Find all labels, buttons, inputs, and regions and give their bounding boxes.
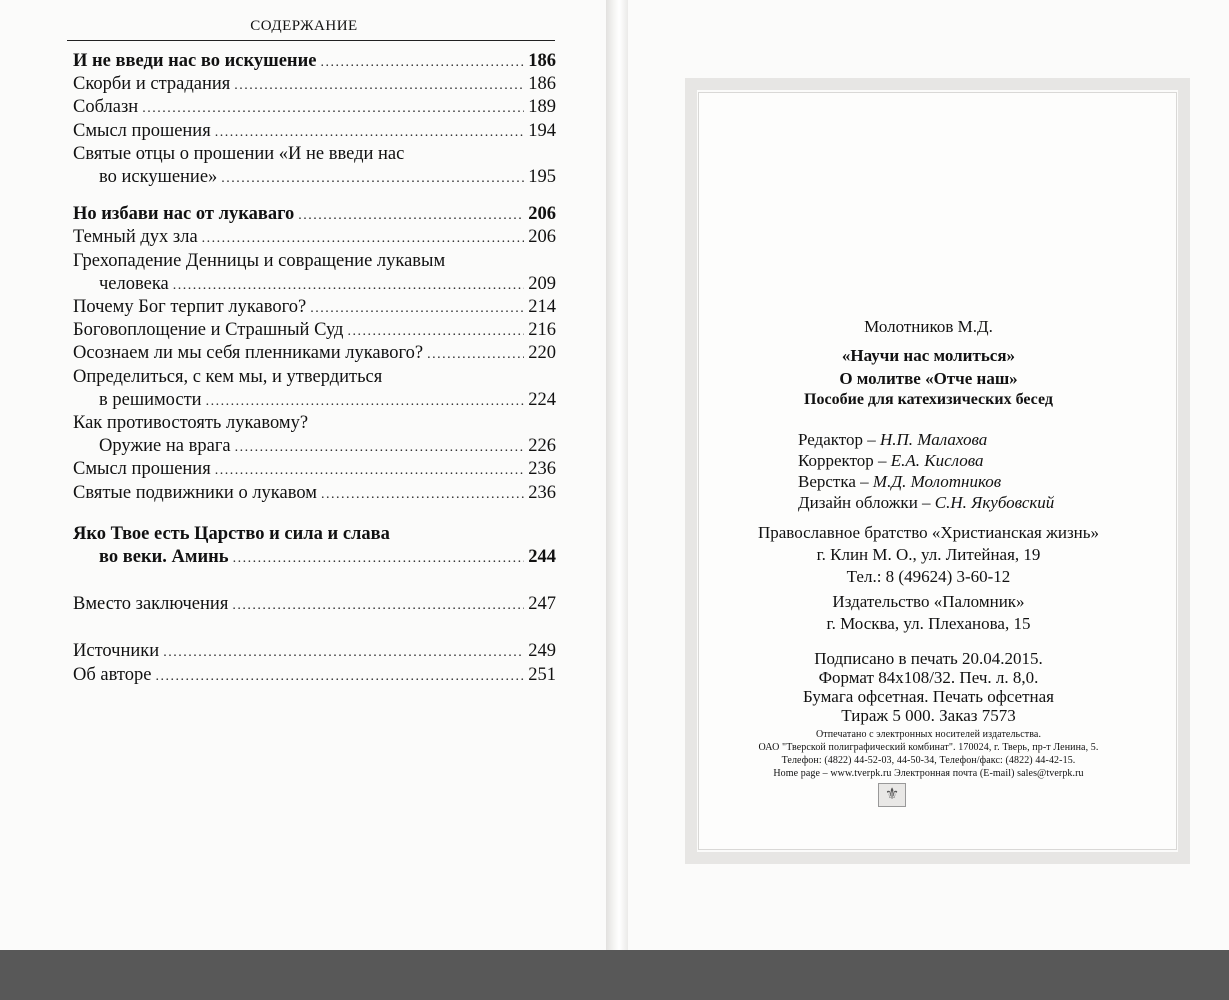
toc-entry-title: Как противостоять лукавому? <box>73 413 309 433</box>
toc-entry-title: во веки. Аминь <box>99 546 229 567</box>
toc-leader-dots <box>155 664 524 690</box>
toc-page-number: 236 <box>528 459 556 480</box>
toc-entry-title: Святые отцы о прошении «И не введи нас <box>73 143 405 164</box>
toc-leader-dots <box>232 593 524 619</box>
toc-entry-title: в решимости <box>99 389 202 410</box>
toc-entry-title: Темный дух зла <box>73 227 198 248</box>
toc-page-number: 194 <box>528 120 556 141</box>
toc-page-number: 186 <box>528 74 556 95</box>
toc-page-number: 236 <box>528 482 556 503</box>
toc-entry-title: Грехопадение Денницы и совращение лукавым <box>73 250 446 271</box>
subtitle: Пособие для катехизических бесед <box>804 391 1053 408</box>
toc-page-number: 251 <box>528 664 556 685</box>
toc-page-number: 249 <box>528 641 556 662</box>
toc-page-number: 209 <box>528 273 556 294</box>
toc-entry-title: Боговоплощение и Страшный Суд <box>73 320 344 341</box>
toc-entry-title: Но избави нас от лукаваго <box>73 204 295 225</box>
brotherhood-phone: Тел.: 8 (49624) 3-60-12 <box>846 567 1011 586</box>
publisher: Издательство «Паломник» <box>832 592 1025 611</box>
toc-leader-dots <box>321 482 524 508</box>
brotherhood: Православное братство «Христианская жизнь» <box>757 523 1100 542</box>
printer-logo-icon: ⚜ <box>878 783 906 807</box>
toc-page-number: 195 <box>528 166 556 187</box>
toc-entry-title: И не введи нас во искушение <box>73 51 317 71</box>
toc-entry-title: Святые подвижники о лукавом <box>73 482 317 503</box>
toc-leader-dots <box>233 546 525 572</box>
head-rule <box>67 40 555 41</box>
toc-entry-title: человека <box>99 273 169 294</box>
printer-line-2: ОАО "Тверской полиграфический комбинат". 170024, г. Тверь, пр-т Ленина, 5. <box>758 742 1099 753</box>
printer-line-3: Телефон: (4822) 44-52-03, 44-50-34, Телефон/факс: (4822) 44-42-15. <box>781 755 1076 766</box>
signed-to-print: Подписано в печать 20.04.2015. <box>814 649 1043 668</box>
toc-page-number: 206 <box>528 204 556 225</box>
toc-page-number: 220 <box>528 343 556 364</box>
left-page <box>0 0 608 950</box>
toc-entry-title: Оружие на врага <box>99 436 231 457</box>
toc-page-number: 186 <box>528 51 556 71</box>
toc-page-number: 189 <box>528 97 556 118</box>
toc-entry-title: Скорби и страдания <box>73 74 231 95</box>
author: Молотников М.Д. <box>864 317 993 336</box>
book-spine <box>606 0 630 950</box>
toc-entry-title: Яко Твое есть Царство и сила и слава <box>73 523 390 544</box>
toc-page-number: 224 <box>528 389 556 410</box>
toc-entry-title: Осознаем ли мы себя пленниками лукавого? <box>73 343 424 364</box>
credit-layout: Верстка – М.Д. Молотников <box>798 472 1002 491</box>
credit-proofreader: Корректор – Е.А. Кислова <box>798 451 984 470</box>
toc-page-number: 216 <box>528 320 556 341</box>
printer-line-1: Отпечатано с электронных носителей издательства. <box>815 729 1042 740</box>
toc-entry-title: Почему Бог терпит лукавого? <box>73 297 307 317</box>
right-page <box>628 0 1229 950</box>
publisher-address: г. Москва, ул. Плеханова, 15 <box>826 614 1031 633</box>
brotherhood-address: г. Клин М. О., ул. Литейная, 19 <box>816 545 1041 564</box>
toc-entry-title: Источники <box>73 641 160 662</box>
print-run: Тираж 5 000. Заказ 7573 <box>841 706 1016 725</box>
toc-page-number: 226 <box>528 436 556 457</box>
scan-background <box>0 950 1229 1000</box>
toc-entry-title: Определиться, с кем мы, и утвердиться <box>73 366 383 387</box>
toc-page-number: 244 <box>528 546 556 567</box>
toc-page-number: 247 <box>528 594 556 615</box>
toc-page-number: 206 <box>528 227 556 248</box>
credit-editor: Редактор – Н.П. Малахова <box>798 430 988 449</box>
toc-entry-title: Об авторе <box>73 664 152 685</box>
format: Формат 84х108/32. Печ. л. 8,0. <box>818 668 1039 687</box>
toc-entry-title: Вместо заключения <box>73 594 229 615</box>
toc-leader-dots <box>221 166 524 192</box>
toc-entry-title: во искушение» <box>99 166 218 187</box>
book-title-line2: О молитве «Отче наш» <box>839 369 1018 388</box>
credit-cover-design: Дизайн обложки – С.Н. Якубовский <box>798 493 1055 512</box>
running-head: СОДЕРЖАНИЕ <box>250 18 358 34</box>
toc-entry-title: Смысл прошения <box>73 120 211 141</box>
toc-page-number: 214 <box>528 297 556 317</box>
book-title-line1: «Научи нас молиться» <box>841 346 1016 365</box>
toc-entry-title: Смысл прошения <box>73 459 211 480</box>
toc-entry-title: Соблазн <box>73 97 139 118</box>
printer-line-4: Home page – www.tverpk.ru Электронная почта (E-mail) sales@tverpk.ru <box>773 768 1084 779</box>
paper: Бумага офсетная. Печать офсетная <box>803 687 1054 706</box>
